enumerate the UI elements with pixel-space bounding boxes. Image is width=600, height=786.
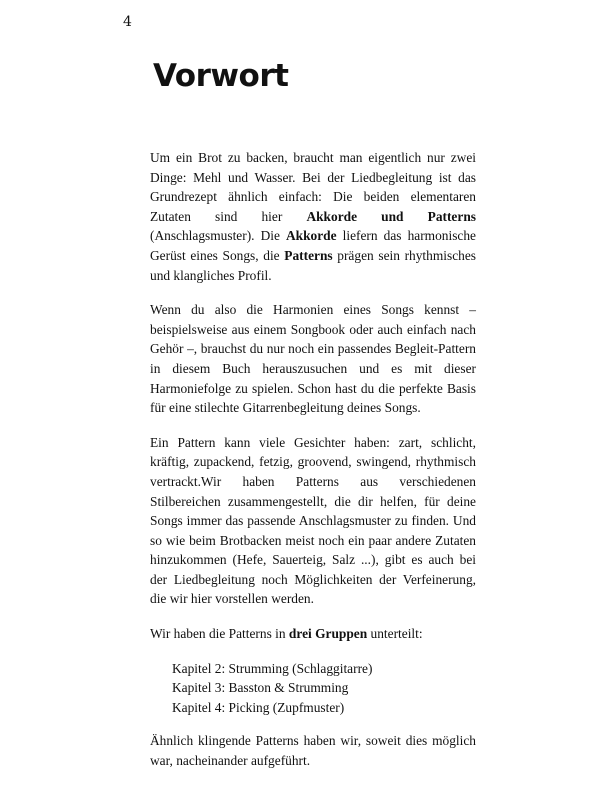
paragraph-1: Um ein Brot zu backen, braucht man eigentlich nur zwei Dinge: Mehl und Wasser. Bei der Liedbegleitung ist das Grundrezept ähnlich einfach: Die beiden elementaren Zutaten sind hier Akkorde und Patterns (Anschlagsmuster). Die Akkorde liefern das harmonische Gerüst eines Songs, die Patterns prägen sein rhythmisches und klangliches Profil.: [150, 150, 476, 283]
paragraph-5: Ähnlich klingende Patterns haben wir, soweit dies möglich war, nacheinander aufgeführt.: [150, 733, 476, 769]
chapter-item: Kapitel 4: Picking (Zupfmuster): [172, 699, 345, 715]
chapter-list: [172, 659, 476, 718]
paragraph-4: Wir haben die Patterns in drei Gruppen unterteilt:: [150, 626, 423, 642]
chapter-item: Kapitel 3: Basston & Strumming: [172, 680, 349, 696]
paragraph-2: Wenn du also die Harmonien eines Songs kennst – beispielsweise aus einem Songbook oder auch einfach nach Gehör –, brauchst du nur noch ein passendes Begleit-Pattern in diesem Buch herauszusuchen und es mit dieser Harmoniefolge zu spielen. Schon hast du die perfekte Basis für eine stilechte Gitarrenbegleitung deines Songs.: [150, 302, 476, 416]
page-title: Vorwort: [153, 58, 289, 94]
body-text: [150, 148, 476, 786]
chapter-item: Kapitel 2: Strumming (Schlaggitarre): [172, 660, 373, 676]
page-number: 4: [123, 14, 132, 30]
paragraph-3: Ein Pattern kann viele Gesichter haben: zart, schlicht, kräftig, zupackend, fetzig, groovend, swingend, rhythmisch vertrackt.Wir haben Patterns aus verschiedenen Stilbereichen zusammengestellt, die dir helfen, für deine Songs immer das passende Anschlagsmuster zu finden. Und so wie beim Brotbacken meist noch ein paar andere Zutaten hinzukommen (Hefe, Sauerteig, Salz ...), gibt es auch bei der Liedbegleitung noch Möglichkeiten der Verfeinerung, die wir hier vorstellen werden.: [150, 434, 476, 607]
